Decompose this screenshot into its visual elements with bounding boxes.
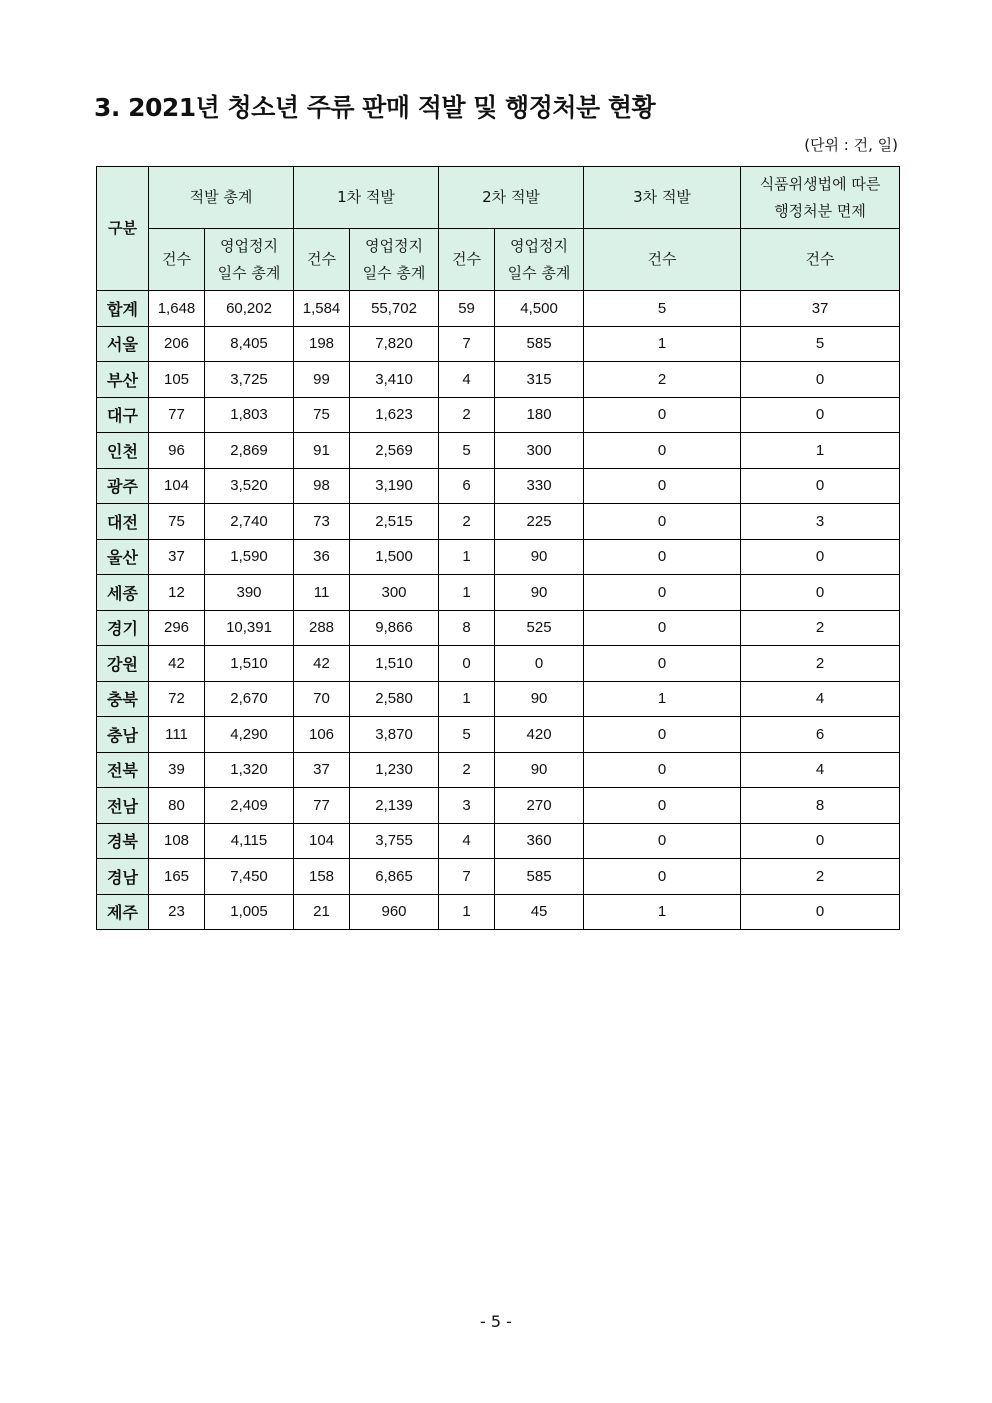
table-row — [97, 539, 900, 575]
value-cell: 5 — [439, 433, 495, 469]
value-cell: 3,520 — [205, 468, 294, 504]
value-cell: 0 — [741, 894, 900, 930]
value-cell: 3 — [741, 504, 900, 540]
subheader-days-line1: 영업정지 — [220, 236, 278, 255]
subheader-days-line2: 일수 총계 — [507, 263, 571, 282]
value-cell: 3,755 — [350, 823, 439, 859]
value-cell: 1,320 — [205, 752, 294, 788]
value-cell: 3,410 — [350, 362, 439, 398]
value-cell: 960 — [350, 894, 439, 930]
value-cell: 80 — [149, 788, 205, 824]
value-cell: 2,515 — [350, 504, 439, 540]
region-cell: 서울 — [97, 326, 149, 362]
value-cell: 105 — [149, 362, 205, 398]
value-cell: 60,202 — [205, 291, 294, 327]
subheader-count: 건수 — [439, 229, 495, 291]
value-cell: 525 — [495, 610, 584, 646]
region-cell: 인천 — [97, 433, 149, 469]
header-category: 구분 — [97, 167, 149, 291]
subheader-count: 건수 — [741, 229, 900, 291]
value-cell: 1,648 — [149, 291, 205, 327]
value-cell: 6 — [439, 468, 495, 504]
value-cell: 7,820 — [350, 326, 439, 362]
page-title: 3. 2021년 청소년 주류 판매 적발 및 행정처분 현황 — [94, 93, 656, 122]
value-cell: 5 — [439, 717, 495, 753]
value-cell: 1,230 — [350, 752, 439, 788]
value-cell: 270 — [495, 788, 584, 824]
value-cell: 1,510 — [205, 646, 294, 682]
table-row — [97, 681, 900, 717]
subheader-count: 건수 — [584, 229, 741, 291]
header-second: 2차 적발 — [439, 167, 584, 229]
value-cell: 0 — [584, 433, 741, 469]
value-cell: 420 — [495, 717, 584, 753]
value-cell: 4,115 — [205, 823, 294, 859]
value-cell: 288 — [294, 610, 350, 646]
value-cell: 0 — [584, 717, 741, 753]
value-cell: 0 — [741, 539, 900, 575]
value-cell: 2,740 — [205, 504, 294, 540]
value-cell: 42 — [149, 646, 205, 682]
value-cell: 8 — [741, 788, 900, 824]
value-cell: 1,500 — [350, 539, 439, 575]
value-cell: 1 — [584, 326, 741, 362]
subheader-days-line2: 일수 총계 — [362, 263, 426, 282]
region-cell: 충북 — [97, 681, 149, 717]
header-third: 3차 적발 — [584, 167, 741, 229]
header-exempt-line2: 행정처분 면제 — [774, 201, 866, 220]
value-cell: 2 — [439, 504, 495, 540]
subheader-days-line2: 일수 총계 — [217, 263, 281, 282]
value-cell: 55,702 — [350, 291, 439, 327]
value-cell: 3,870 — [350, 717, 439, 753]
value-cell: 4 — [439, 823, 495, 859]
value-cell: 2,670 — [205, 681, 294, 717]
value-cell: 0 — [741, 823, 900, 859]
value-cell: 158 — [294, 859, 350, 895]
value-cell: 1 — [439, 894, 495, 930]
value-cell: 77 — [149, 397, 205, 433]
table-row — [97, 362, 900, 398]
value-cell: 0 — [741, 575, 900, 611]
region-cell: 경기 — [97, 610, 149, 646]
value-cell: 2,139 — [350, 788, 439, 824]
table-row — [97, 859, 900, 895]
value-cell: 1,590 — [205, 539, 294, 575]
value-cell: 23 — [149, 894, 205, 930]
value-cell: 104 — [294, 823, 350, 859]
value-cell: 1 — [439, 681, 495, 717]
value-cell: 2,580 — [350, 681, 439, 717]
region-cell: 대전 — [97, 504, 149, 540]
value-cell: 0 — [584, 397, 741, 433]
table-row — [97, 291, 900, 327]
value-cell: 0 — [584, 468, 741, 504]
value-cell: 0 — [439, 646, 495, 682]
value-cell: 165 — [149, 859, 205, 895]
subheader-days — [205, 229, 294, 291]
value-cell: 1,623 — [350, 397, 439, 433]
value-cell: 37 — [149, 539, 205, 575]
value-cell: 4 — [741, 681, 900, 717]
value-cell: 9,866 — [350, 610, 439, 646]
value-cell: 390 — [205, 575, 294, 611]
value-cell: 59 — [439, 291, 495, 327]
region-cell: 제주 — [97, 894, 149, 930]
table-row — [97, 894, 900, 930]
table-row — [97, 717, 900, 753]
table-row — [97, 788, 900, 824]
value-cell: 2,569 — [350, 433, 439, 469]
value-cell: 0 — [741, 397, 900, 433]
table-row — [97, 752, 900, 788]
value-cell: 0 — [584, 752, 741, 788]
header-exempt — [741, 167, 900, 229]
value-cell: 3 — [439, 788, 495, 824]
value-cell: 180 — [495, 397, 584, 433]
region-cell: 부산 — [97, 362, 149, 398]
value-cell: 2 — [584, 362, 741, 398]
unit-label: (단위 : 건, 일) — [804, 136, 898, 154]
region-cell: 전남 — [97, 788, 149, 824]
value-cell: 4 — [439, 362, 495, 398]
value-cell: 300 — [350, 575, 439, 611]
value-cell: 10,391 — [205, 610, 294, 646]
value-cell: 2,869 — [205, 433, 294, 469]
value-cell: 7 — [439, 326, 495, 362]
value-cell: 206 — [149, 326, 205, 362]
subheader-days-line1: 영업정지 — [365, 236, 423, 255]
value-cell: 75 — [294, 397, 350, 433]
value-cell: 72 — [149, 681, 205, 717]
value-cell: 1,005 — [205, 894, 294, 930]
value-cell: 0 — [495, 646, 584, 682]
value-cell: 225 — [495, 504, 584, 540]
table-row — [97, 823, 900, 859]
subheader-days-line1: 영업정지 — [510, 236, 569, 255]
value-cell: 2,409 — [205, 788, 294, 824]
value-cell: 12 — [149, 575, 205, 611]
value-cell: 1,510 — [350, 646, 439, 682]
subheader-count: 건수 — [294, 229, 350, 291]
subheader-days — [350, 229, 439, 291]
value-cell: 0 — [584, 504, 741, 540]
value-cell: 106 — [294, 717, 350, 753]
value-cell: 360 — [495, 823, 584, 859]
value-cell: 585 — [495, 326, 584, 362]
region-cell: 세종 — [97, 575, 149, 611]
value-cell: 7 — [439, 859, 495, 895]
value-cell: 45 — [495, 894, 584, 930]
table-header — [97, 167, 900, 291]
region-cell: 경북 — [97, 823, 149, 859]
value-cell: 585 — [495, 859, 584, 895]
value-cell: 11 — [294, 575, 350, 611]
value-cell: 5 — [741, 326, 900, 362]
value-cell: 1 — [439, 575, 495, 611]
value-cell: 1 — [584, 681, 741, 717]
table-row — [97, 468, 900, 504]
value-cell: 315 — [495, 362, 584, 398]
header-first: 1차 적발 — [294, 167, 439, 229]
value-cell: 296 — [149, 610, 205, 646]
table-row — [97, 610, 900, 646]
value-cell: 70 — [294, 681, 350, 717]
value-cell: 77 — [294, 788, 350, 824]
value-cell: 37 — [741, 291, 900, 327]
subheader-count: 건수 — [149, 229, 205, 291]
value-cell: 42 — [294, 646, 350, 682]
value-cell: 6,865 — [350, 859, 439, 895]
region-cell: 전북 — [97, 752, 149, 788]
region-cell: 강원 — [97, 646, 149, 682]
value-cell: 2 — [741, 646, 900, 682]
value-cell: 0 — [584, 610, 741, 646]
value-cell: 2 — [741, 610, 900, 646]
value-cell: 91 — [294, 433, 350, 469]
value-cell: 0 — [584, 823, 741, 859]
value-cell: 198 — [294, 326, 350, 362]
value-cell: 8 — [439, 610, 495, 646]
value-cell: 104 — [149, 468, 205, 504]
value-cell: 0 — [584, 788, 741, 824]
value-cell: 108 — [149, 823, 205, 859]
value-cell: 2 — [439, 752, 495, 788]
value-cell: 6 — [741, 717, 900, 753]
value-cell: 2 — [741, 859, 900, 895]
value-cell: 300 — [495, 433, 584, 469]
table-row — [97, 575, 900, 611]
value-cell: 75 — [149, 504, 205, 540]
page-number: - 5 - — [480, 1312, 512, 1331]
value-cell: 37 — [294, 752, 350, 788]
value-cell: 3,190 — [350, 468, 439, 504]
value-cell: 90 — [495, 752, 584, 788]
enforcement-table — [96, 166, 900, 930]
header-total: 적발 총계 — [149, 167, 294, 229]
value-cell: 0 — [741, 468, 900, 504]
value-cell: 7,450 — [205, 859, 294, 895]
table-row — [97, 433, 900, 469]
value-cell: 0 — [584, 539, 741, 575]
table-row — [97, 397, 900, 433]
value-cell: 36 — [294, 539, 350, 575]
subheader-days — [495, 229, 584, 291]
value-cell: 90 — [495, 681, 584, 717]
value-cell: 98 — [294, 468, 350, 504]
value-cell: 3,725 — [205, 362, 294, 398]
region-cell: 충남 — [97, 717, 149, 753]
value-cell: 1 — [584, 894, 741, 930]
table-row — [97, 504, 900, 540]
region-cell: 경남 — [97, 859, 149, 895]
region-cell: 울산 — [97, 539, 149, 575]
value-cell: 0 — [584, 575, 741, 611]
table-row — [97, 646, 900, 682]
value-cell: 4,290 — [205, 717, 294, 753]
table-row — [97, 326, 900, 362]
region-cell: 대구 — [97, 397, 149, 433]
value-cell: 0 — [584, 646, 741, 682]
value-cell: 4 — [741, 752, 900, 788]
region-cell: 광주 — [97, 468, 149, 504]
value-cell: 21 — [294, 894, 350, 930]
table-body — [97, 291, 900, 930]
value-cell: 5 — [584, 291, 741, 327]
value-cell: 1,584 — [294, 291, 350, 327]
value-cell: 330 — [495, 468, 584, 504]
value-cell: 90 — [495, 539, 584, 575]
value-cell: 111 — [149, 717, 205, 753]
region-cell: 합계 — [97, 291, 149, 327]
value-cell: 0 — [741, 362, 900, 398]
value-cell: 1 — [741, 433, 900, 469]
value-cell: 90 — [495, 575, 584, 611]
value-cell: 8,405 — [205, 326, 294, 362]
value-cell: 2 — [439, 397, 495, 433]
header-exempt-line1: 식품위생법에 따른 — [759, 174, 881, 193]
value-cell: 39 — [149, 752, 205, 788]
value-cell: 96 — [149, 433, 205, 469]
value-cell: 1,803 — [205, 397, 294, 433]
value-cell: 73 — [294, 504, 350, 540]
value-cell: 99 — [294, 362, 350, 398]
value-cell: 1 — [439, 539, 495, 575]
value-cell: 4,500 — [495, 291, 584, 327]
value-cell: 0 — [584, 859, 741, 895]
